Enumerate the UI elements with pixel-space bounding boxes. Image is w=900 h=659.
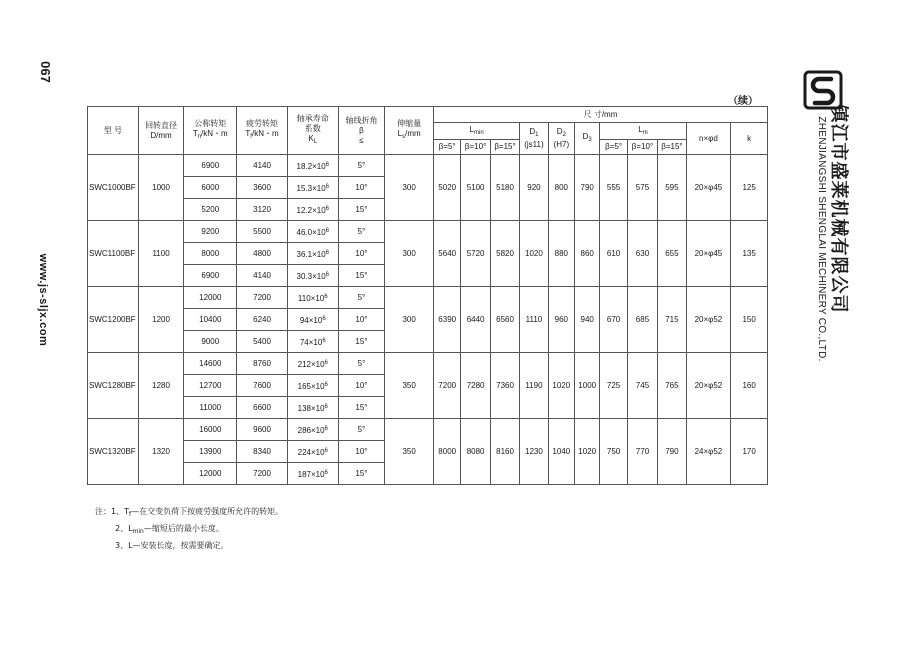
cell-beta: 15° (338, 331, 385, 353)
cell-tf: 7600 (237, 375, 288, 397)
cell-d2: 1040 (548, 419, 574, 485)
cell-lm-15: 655 (658, 221, 686, 287)
cell-lm-10: 575 (627, 155, 657, 221)
cell-tn: 5200 (184, 199, 237, 221)
table-row (88, 287, 768, 309)
cell-d2: 960 (548, 287, 574, 353)
cell-diameter: 1000 (138, 155, 184, 221)
header-dimensions: 尺 寸/mm (434, 107, 768, 123)
cell-model: SWC1100BF (88, 221, 139, 287)
cell-lm-10: 745 (627, 353, 657, 419)
header-fatigue-torque: 疲劳转矩 $T_f/kN$・m (237, 107, 288, 155)
header-k: k (731, 123, 768, 155)
cell-d1: 1190 (520, 353, 548, 419)
cell-k: 135 (731, 221, 768, 287)
cell-model: SWC1280BF (88, 353, 139, 419)
cell-beta: 10° (338, 309, 385, 331)
header-d1: $D_1$ (js11) (520, 123, 548, 155)
cell-lmin-10: 5720 (461, 221, 490, 287)
cell-beta: 15° (338, 397, 385, 419)
cell-holes: 24×φ52 (686, 419, 731, 485)
cell-kl: $30.3\times 10^6$ (287, 265, 338, 287)
cell-tn: 13900 (184, 441, 237, 463)
cell-tn: 6000 (184, 177, 237, 199)
header-d3: $D_3$ (575, 123, 600, 155)
cell-tf: 4800 (237, 243, 288, 265)
company-name-cn: 镇江市盛莱机械有限公司 (828, 104, 849, 314)
cell-beta: 10° (338, 441, 385, 463)
cell-lm-15: 765 (658, 353, 686, 419)
cell-k: 170 (731, 419, 768, 485)
spec-table (87, 106, 768, 485)
cell-tf: 5400 (237, 331, 288, 353)
cell-tf: 8760 (237, 353, 288, 375)
cell-lmin-10: 5100 (461, 155, 490, 221)
header-bearing-life: 轴承寿命 系数 $K_L$ (287, 107, 338, 155)
cell-beta: 15° (338, 463, 385, 485)
header-lm: $L_m$ (600, 123, 686, 140)
cell-d1: 1110 (520, 287, 548, 353)
cell-lmin-10: 7280 (461, 353, 490, 419)
cell-tn: 12000 (184, 463, 237, 485)
cell-kl: $138\times 10^6$ (287, 397, 338, 419)
header-stretch: 伸缩量 $L_s/mm$ (385, 107, 434, 155)
cell-lm-5: 670 (600, 287, 627, 353)
cell-lm-15: 595 (658, 155, 686, 221)
header-rotation-diameter: 回转直径 D/mm (138, 107, 184, 155)
cell-k: 125 (731, 155, 768, 221)
table-row (88, 419, 768, 441)
cell-lm-5: 610 (600, 221, 627, 287)
cell-lmin-5: 6390 (434, 287, 461, 353)
cell-d1: 920 (520, 155, 548, 221)
cell-ls: 300 (385, 287, 434, 353)
cell-d3: 1000 (575, 353, 600, 419)
cell-tf: 9600 (237, 419, 288, 441)
header-lmin: $L_{min}$ (434, 123, 520, 140)
cell-tn: 6900 (184, 155, 237, 177)
cell-tn: 14600 (184, 353, 237, 375)
cell-tn: 11000 (184, 397, 237, 419)
cell-lm-10: 770 (627, 419, 657, 485)
cell-tn: 10400 (184, 309, 237, 331)
cell-d3: 860 (575, 221, 600, 287)
header-lmin-beta5: β=5° (434, 140, 461, 155)
cell-lmin-5: 7200 (434, 353, 461, 419)
cell-k: 160 (731, 353, 768, 419)
cell-beta: 10° (338, 243, 385, 265)
cell-tn: 12000 (184, 287, 237, 309)
cell-tn: 16000 (184, 419, 237, 441)
cell-kl: $36.1\times 10^6$ (287, 243, 338, 265)
cell-tf: 7200 (237, 463, 288, 485)
website-url[interactable]: www.js-sljx.com (37, 253, 49, 347)
cell-diameter: 1280 (138, 353, 184, 419)
cell-holes: 20×φ52 (686, 287, 731, 353)
note-1: 注：1、$T_f—$在交变负荷下按疲劳强度所允许的转矩。 (95, 507, 284, 518)
cell-kl: $165\times 10^6$ (287, 375, 338, 397)
cell-lm-5: 555 (600, 155, 627, 221)
notes (95, 505, 283, 553)
cell-ls: 350 (385, 419, 434, 485)
cell-d3: 790 (575, 155, 600, 221)
cell-holes: 20×φ52 (686, 353, 731, 419)
page-number: 067 (38, 61, 53, 83)
cell-d3: 1020 (575, 419, 600, 485)
cell-kl: $224\times 10^6$ (287, 441, 338, 463)
cell-beta: 10° (338, 375, 385, 397)
cell-tf: 6240 (237, 309, 288, 331)
cell-d3: 940 (575, 287, 600, 353)
cell-tn: 9200 (184, 221, 237, 243)
cell-beta: 5° (338, 287, 385, 309)
cell-kl: $94\times 10^6$ (287, 309, 338, 331)
cell-kl: $286\times 10^6$ (287, 419, 338, 441)
cell-beta: 5° (338, 155, 385, 177)
cell-tf: 5500 (237, 221, 288, 243)
cell-lm-10: 685 (627, 287, 657, 353)
cell-tf: 7200 (237, 287, 288, 309)
cell-d2: 800 (548, 155, 574, 221)
cell-lmin-15: 5180 (490, 155, 519, 221)
cell-beta: 15° (338, 199, 385, 221)
cell-diameter: 1200 (138, 287, 184, 353)
cell-kl: $74\times 10^6$ (287, 331, 338, 353)
cell-model: SWC1200BF (88, 287, 139, 353)
note-3: 3、L—安装长度，按需要确定。 (115, 541, 229, 550)
cell-holes: 20×φ45 (686, 155, 731, 221)
cell-ls: 350 (385, 353, 434, 419)
cell-lmin-10: 6440 (461, 287, 490, 353)
cell-d2: 880 (548, 221, 574, 287)
cell-kl: $110\times 10^6$ (287, 287, 338, 309)
company-name-en: ZHENJIANGSHI SHENGLAI MECHINERY CO.,LTD. (816, 116, 827, 362)
cell-tf: 6600 (237, 397, 288, 419)
cell-diameter: 1320 (138, 419, 184, 485)
cell-tf: 8340 (237, 441, 288, 463)
header-holes: n×φd (686, 123, 731, 155)
cell-d1: 1020 (520, 221, 548, 287)
cell-lmin-15: 5820 (490, 221, 519, 287)
header-lm-beta15: β=15° (658, 140, 686, 155)
cell-kl: $18.2\times 10^6$ (287, 155, 338, 177)
cell-beta: 5° (338, 353, 385, 375)
cell-tf: 4140 (237, 265, 288, 287)
header-lmin-beta15: β=15° (490, 140, 519, 155)
cell-tn: 9000 (184, 331, 237, 353)
cell-beta: 15° (338, 265, 385, 287)
cell-lmin-15: 6560 (490, 287, 519, 353)
cell-ls: 300 (385, 221, 434, 287)
cell-lmin-10: 8080 (461, 419, 490, 485)
cell-tf: 3120 (237, 199, 288, 221)
cell-d2: 1020 (548, 353, 574, 419)
cell-ls: 300 (385, 155, 434, 221)
table-row (88, 221, 768, 243)
cell-lm-5: 725 (600, 353, 627, 419)
header-nominal-torque: 公称转矩 $T_n/kN$・m (184, 107, 237, 155)
cell-kl: $12.2\times 10^6$ (287, 199, 338, 221)
cell-lmin-5: 5020 (434, 155, 461, 221)
header-lm-beta5: β=5° (600, 140, 627, 155)
table-row (88, 155, 768, 177)
cell-model: SWC1000BF (88, 155, 139, 221)
continued-label: （续） (728, 96, 758, 107)
header-lmin-beta10: β=10° (461, 140, 490, 155)
header-d2: $D_2$ (H7) (548, 123, 574, 155)
header-lm-beta10: β=10° (627, 140, 657, 155)
cell-tn: 6900 (184, 265, 237, 287)
cell-beta: 10° (338, 177, 385, 199)
cell-beta: 5° (338, 221, 385, 243)
cell-diameter: 1100 (138, 221, 184, 287)
cell-tf: 3600 (237, 177, 288, 199)
cell-lm-10: 630 (627, 221, 657, 287)
header-axis-angle: 轴线折角 β ≤ (338, 107, 385, 155)
cell-lmin-5: 8000 (434, 419, 461, 485)
cell-kl: $46.0\times 10^6$ (287, 221, 338, 243)
cell-lmin-5: 5640 (434, 221, 461, 287)
header-model: 型 号 (88, 107, 139, 155)
cell-holes: 20×φ45 (686, 221, 731, 287)
cell-d1: 1230 (520, 419, 548, 485)
table-row (88, 353, 768, 375)
cell-tf: 4140 (237, 155, 288, 177)
cell-kl: $15.3\times 10^6$ (287, 177, 338, 199)
cell-lm-15: 715 (658, 287, 686, 353)
cell-lmin-15: 7360 (490, 353, 519, 419)
cell-k: 150 (731, 287, 768, 353)
cell-tn: 12700 (184, 375, 237, 397)
cell-model: SWC1320BF (88, 419, 139, 485)
cell-tn: 8000 (184, 243, 237, 265)
cell-beta: 5° (338, 419, 385, 441)
cell-kl: $212\times 10^6$ (287, 353, 338, 375)
cell-lm-5: 750 (600, 419, 627, 485)
cell-lm-15: 790 (658, 419, 686, 485)
cell-lmin-15: 8160 (490, 419, 519, 485)
cell-kl: $187\times 10^6$ (287, 463, 338, 485)
note-2: 2、$L_{min}—$缩短后的最小长度。 (115, 524, 224, 535)
